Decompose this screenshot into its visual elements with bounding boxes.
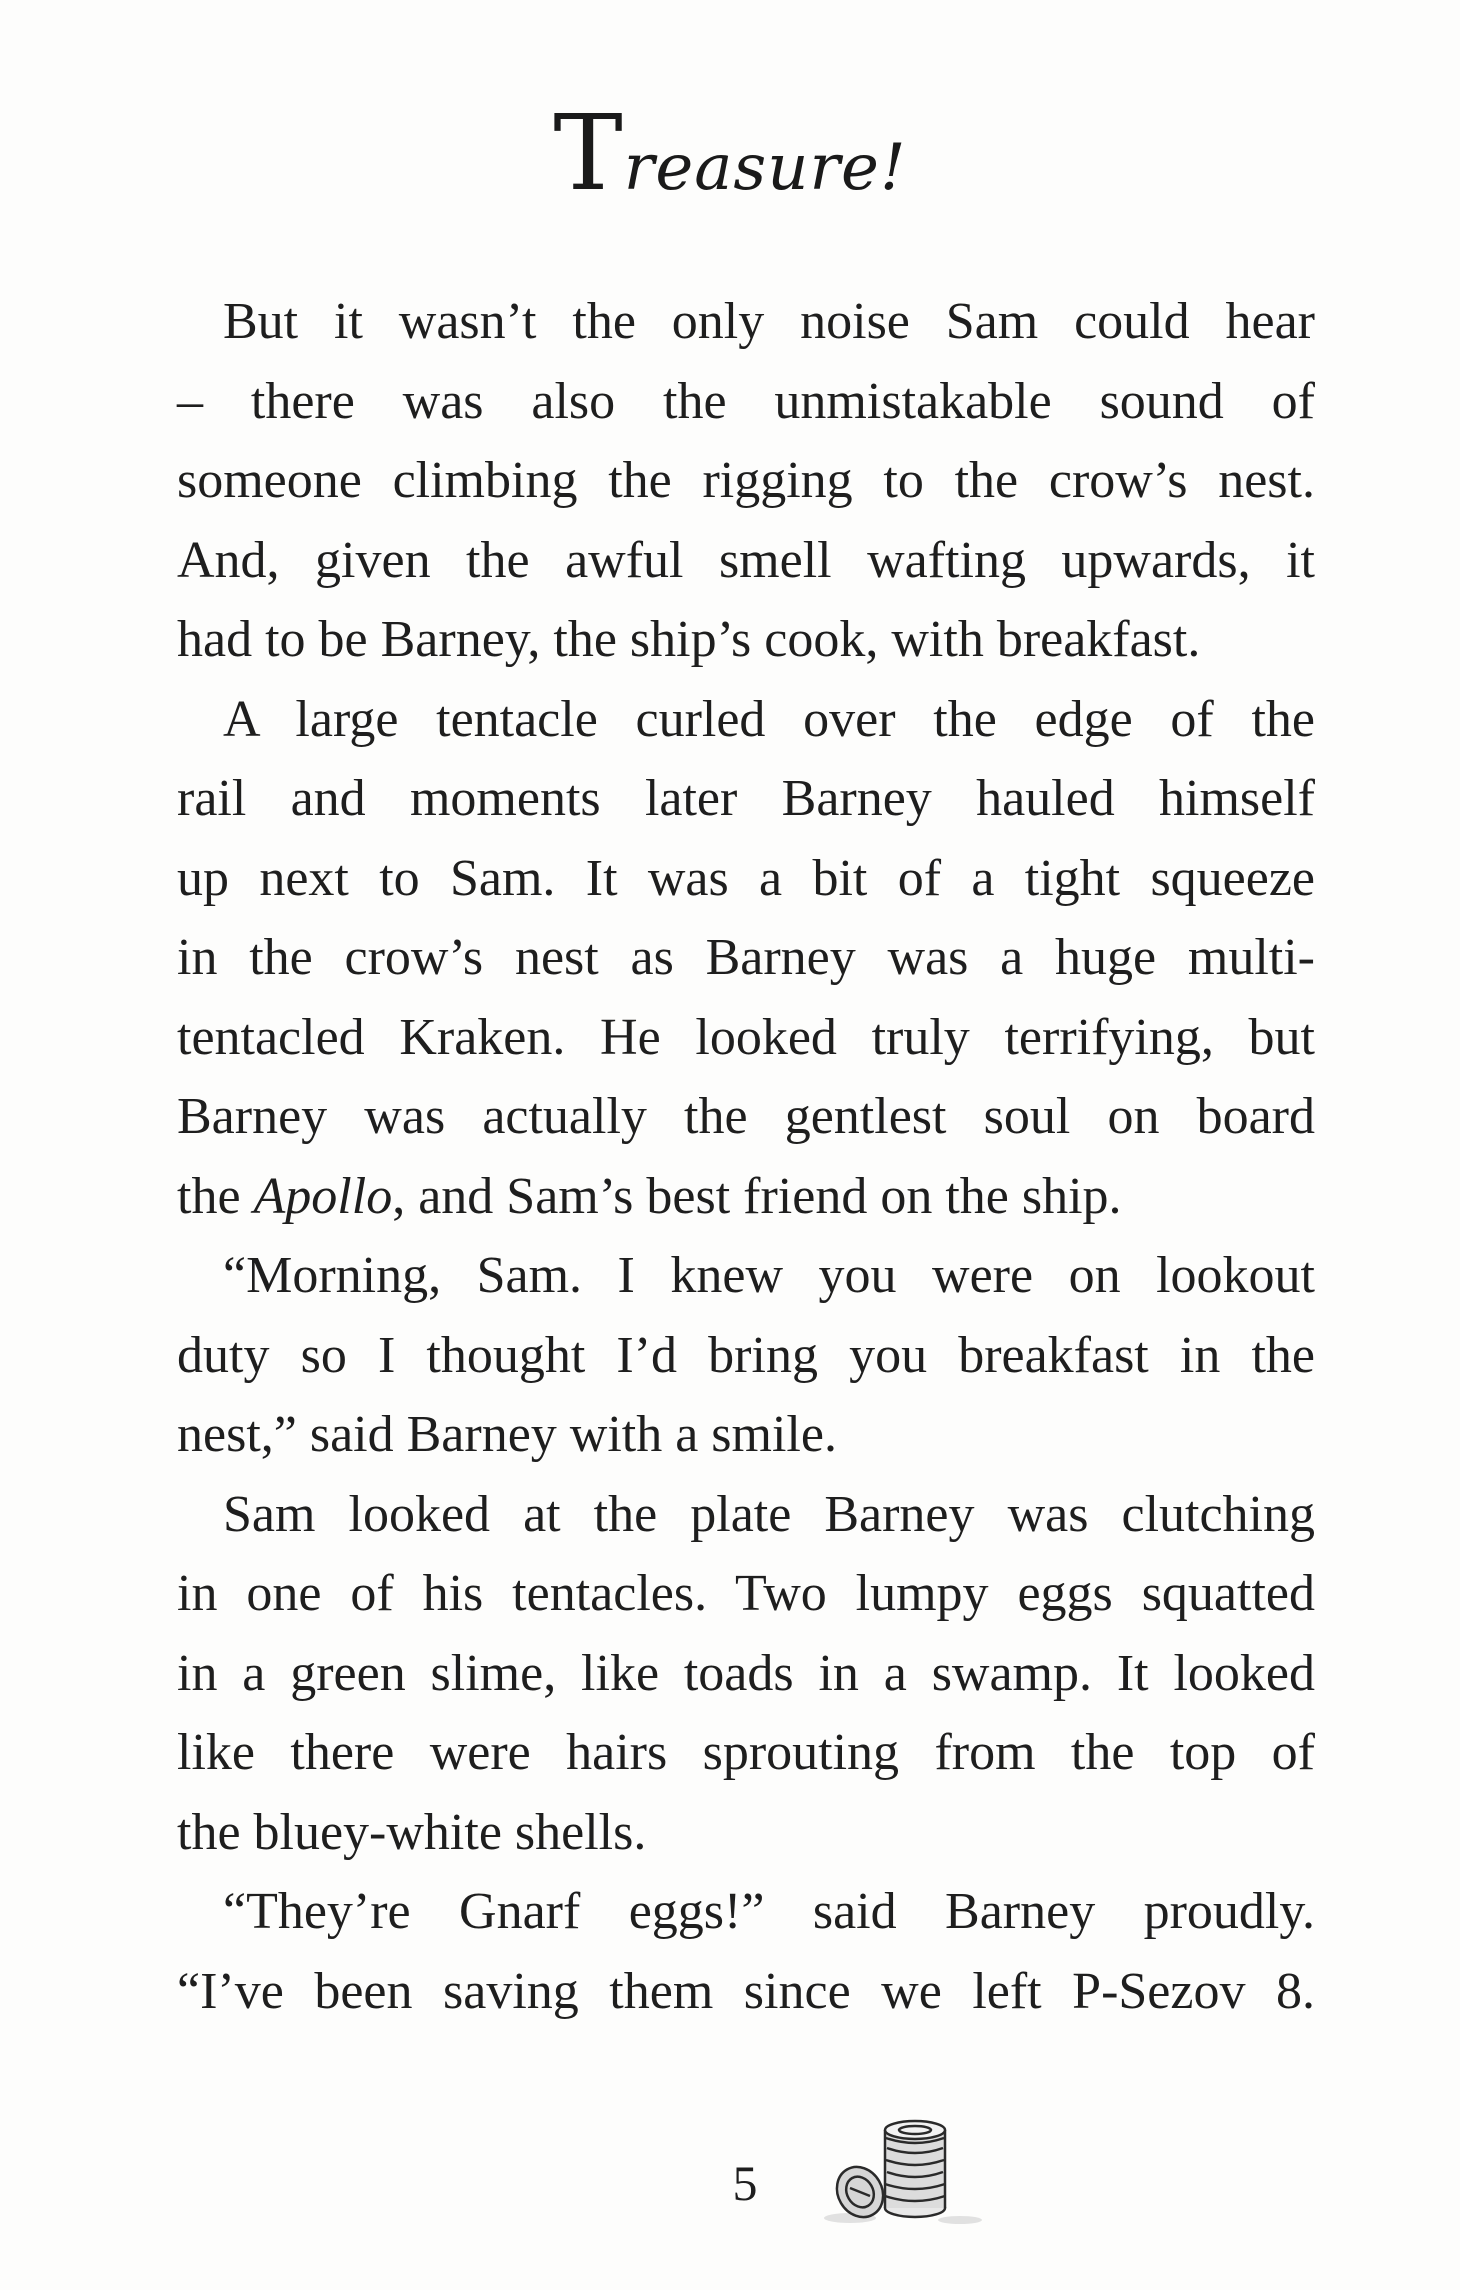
text-line: in a green slime, like toads in a swamp. It looked [177, 1644, 1315, 1702]
text-line: A large tentacle curled over the edge of the [223, 690, 1315, 748]
page-number: 5 [732, 2155, 758, 2211]
text-line: like there were hairs sprouting from the top of [177, 1724, 1315, 1781]
text-line: in the crow’s nest as Barney was a huge multi- [177, 929, 1315, 986]
running-header-title [0, 92, 1460, 214]
body-text [177, 282, 1315, 2031]
text-line: duty so I thought I’d bring you breakfast in the [177, 1326, 1315, 1384]
ship-name-italic: Apollo [253, 1167, 393, 1225]
text-line: tentacled Kraken. He looked truly terrifying, but [177, 1008, 1315, 1066]
text-line: up next to Sam. It was a bit of a tight squeeze [177, 849, 1315, 907]
text-line: “I’ve been saving them since we left P-Sezov 8. [177, 1962, 1315, 2020]
text-line: But it wasn’t the only noise Sam could hear [223, 293, 1315, 350]
text-line: – there was also the unmistakable sound of [177, 372, 1315, 430]
text-line: nest,” said Barney with a smile. [177, 1406, 837, 1463]
text-line: someone climbing the rigging to the crow’s nest. [177, 452, 1315, 509]
text-line: in one of his tentacles. Two lumpy eggs squatted [177, 1565, 1315, 1622]
running-header-rest: reasure! [623, 131, 907, 205]
text-line: the bluey-white shells. [177, 1803, 647, 1861]
text-line: “Morning, Sam. I knew you were on lookout [223, 1247, 1315, 1304]
text-fragment: the [177, 1167, 254, 1225]
text-fragment: , and Sam’s best friend on the ship. [392, 1167, 1122, 1225]
coin-stack-icon [820, 2100, 990, 2230]
text-line-ship-name [177, 1157, 1315, 1237]
text-line: “They’re Gnarf eggs!” said Barney proudly. [223, 1883, 1315, 1940]
text-line: And, given the awful smell wafting upwards, it [177, 531, 1315, 589]
text-line: Barney was actually the gentlest soul on board [177, 1088, 1315, 1145]
text-line: had to be Barney, the ship’s cook, with breakfast. [177, 611, 1201, 668]
text-line: rail and moments later Barney hauled himself [177, 770, 1315, 827]
running-header-cap: T [553, 92, 624, 214]
text-line: Sam looked at the plate Barney was clutching [223, 1485, 1315, 1543]
